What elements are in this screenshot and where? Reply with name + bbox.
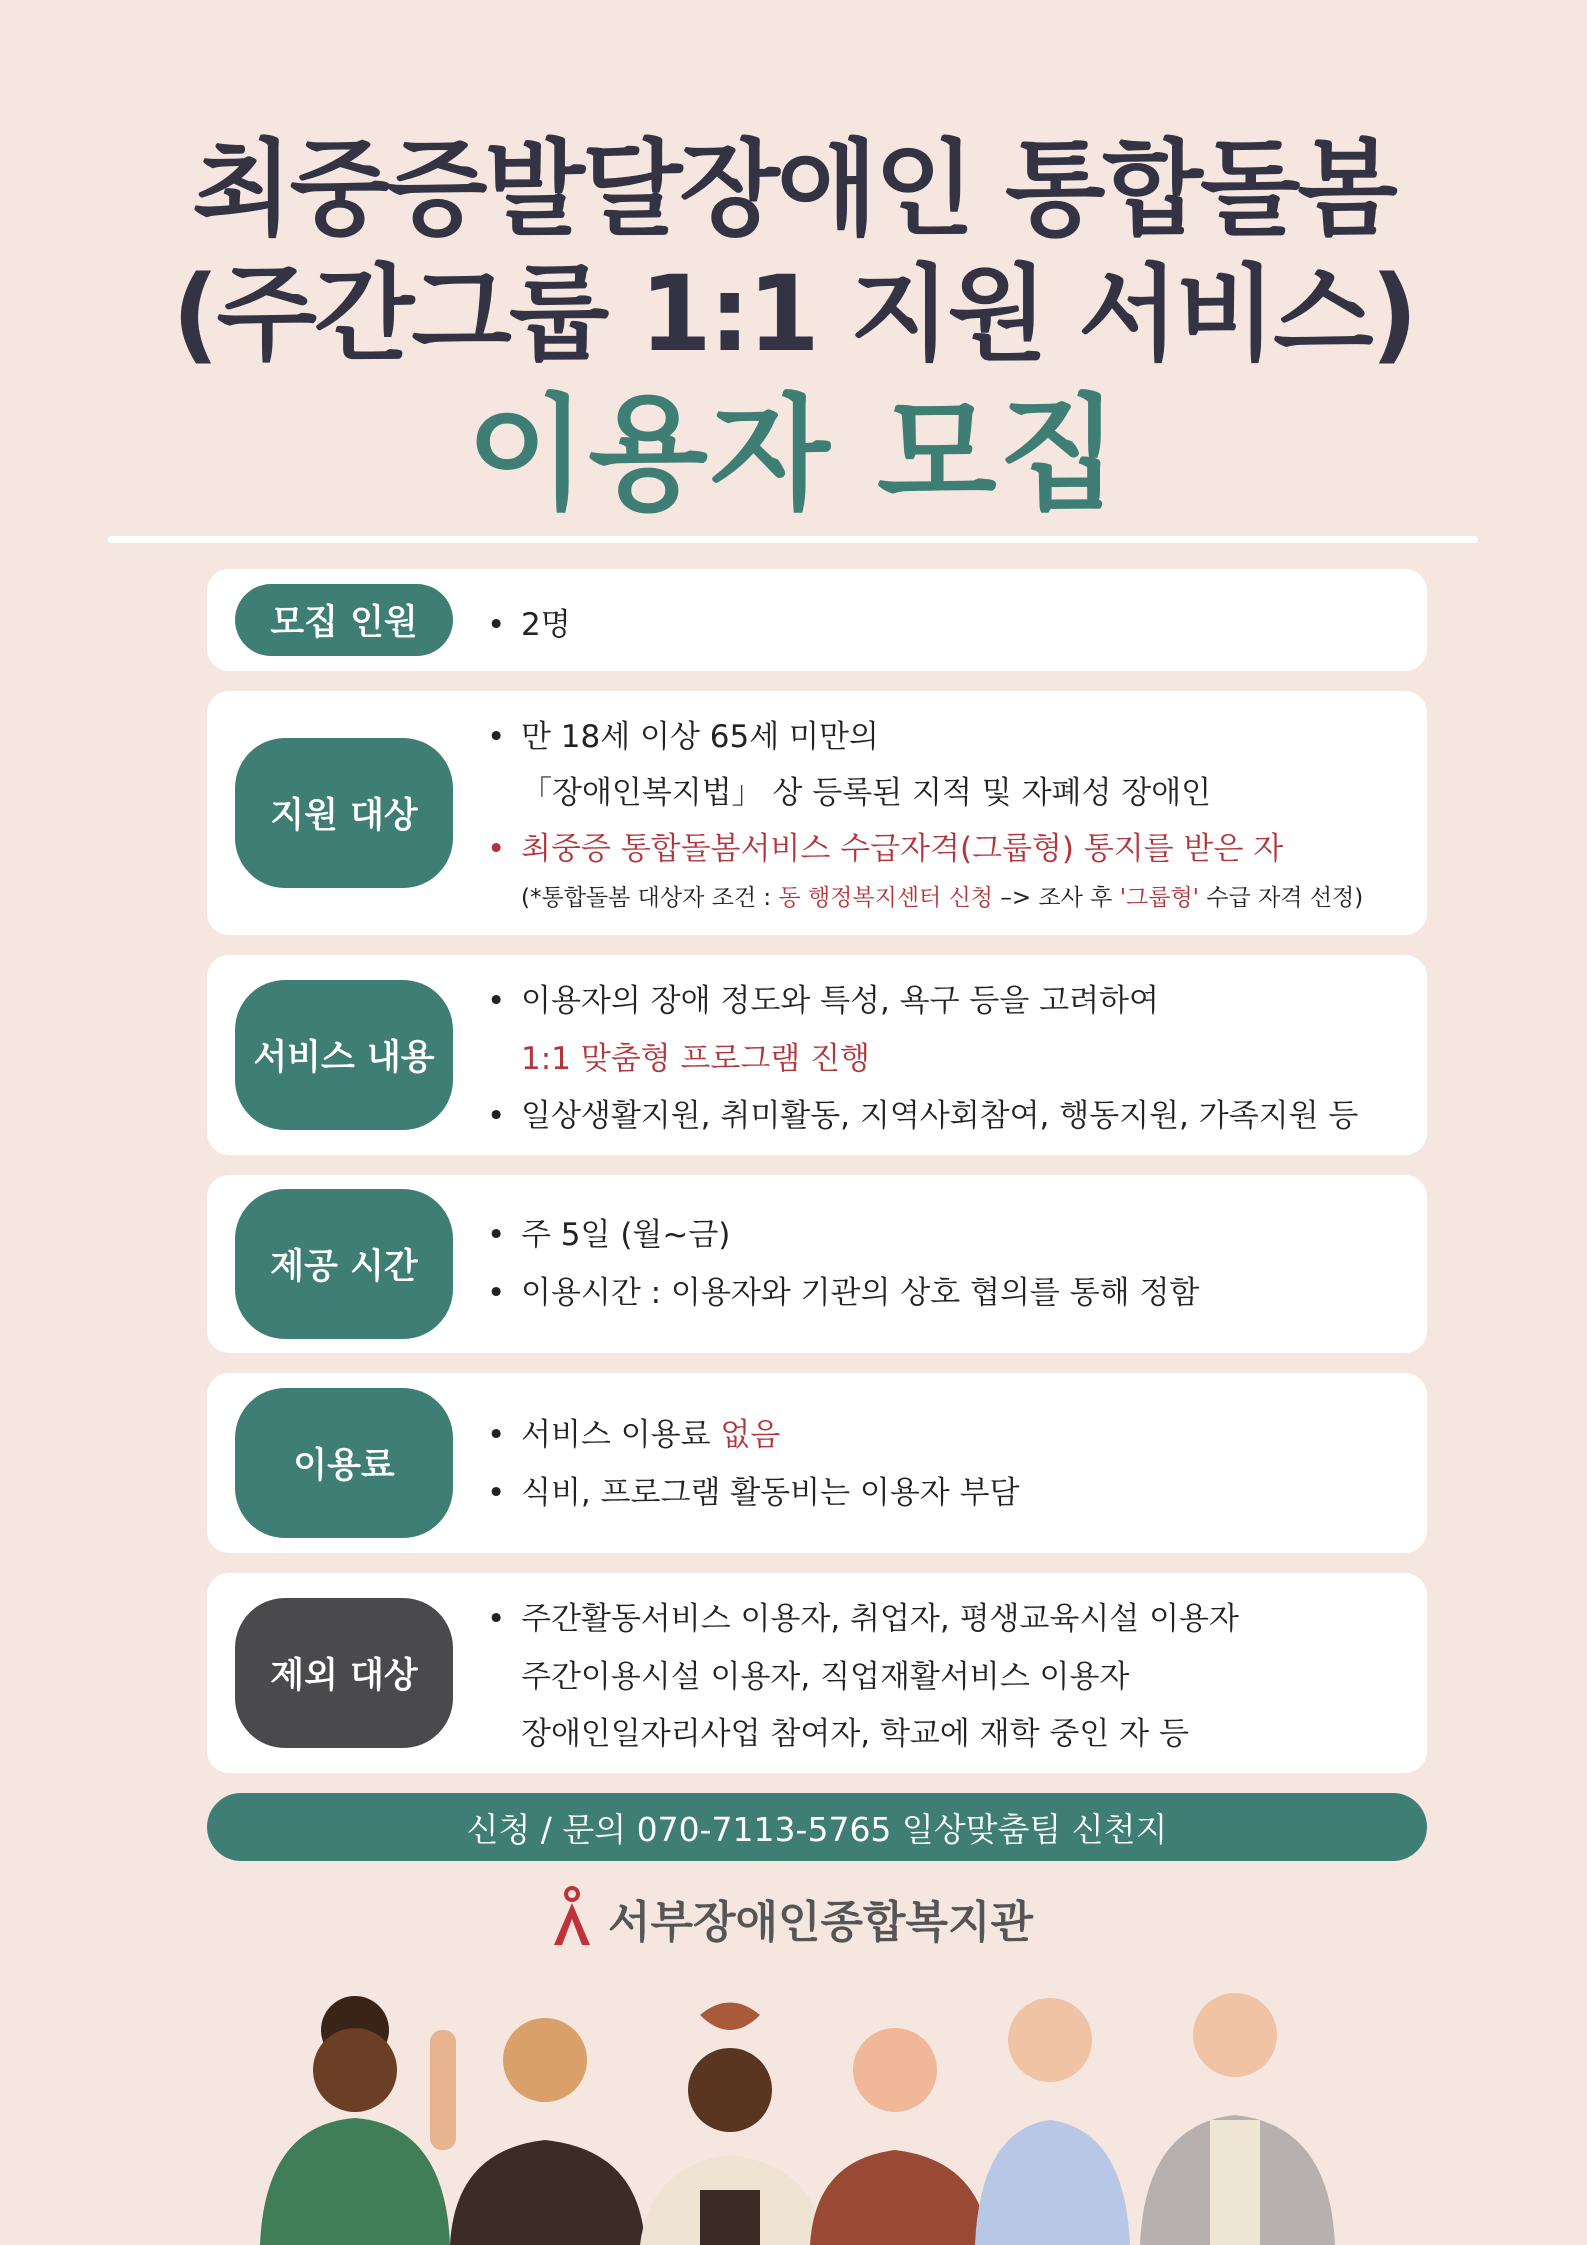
org-logo-icon xyxy=(550,1885,594,1951)
title-line-2: (주간그룹 1:1 지원 서비스) xyxy=(171,253,1416,375)
eligibility-line-1: • 만 18세 이상 65세 미만의 xyxy=(487,719,879,755)
exclusion-line-3: 장애인일자리사업 참여자, 학교에 재학 중인 자 등 xyxy=(521,1716,1189,1752)
title-line-1: 최중증발달장애인 통합돌봄 xyxy=(192,128,1395,250)
title-divider xyxy=(108,536,1478,543)
hours-line-2: • 이용시간 : 이용자와 기관의 상호 협의를 통해 정함 xyxy=(487,1275,1200,1311)
fee-line-2: • 식비, 프로그램 활동비는 이용자 부담 xyxy=(487,1475,1020,1511)
fee-line-1: • 서비스 이용료 없음 xyxy=(487,1417,781,1453)
card-fee xyxy=(207,1373,1427,1553)
person-figure xyxy=(260,1996,450,2245)
label-eligibility: 지원 대상 xyxy=(235,738,453,888)
hours-line-1: • 주 5일 (월~금) xyxy=(487,1217,731,1253)
label-recruit-count: 모집 인원 xyxy=(235,584,453,656)
person-figure xyxy=(1140,1993,1335,2245)
recruit-count-line: • 2명 xyxy=(487,607,571,643)
eligibility-line-3: • 최중증 통합돌봄서비스 수급자격(그룹형) 통지를 받은 자 xyxy=(487,831,1284,867)
label-service-content: 서비스 내용 xyxy=(235,980,453,1130)
card-service-hours xyxy=(207,1175,1427,1353)
label-fee: 이용료 xyxy=(235,1388,453,1538)
person-figure xyxy=(430,2018,645,2245)
people-illustration xyxy=(0,1960,1587,2245)
card-service-content xyxy=(207,955,1427,1155)
exclusion-line-2: 주간이용시설 이용자, 직업재활서비스 이용자 xyxy=(521,1659,1130,1695)
person-figure xyxy=(640,2003,825,2245)
card-eligibility xyxy=(207,691,1427,935)
eligibility-line-2: 「장애인복지법」 상 등록된 지적 및 자폐성 장애인 xyxy=(521,775,1212,811)
contact-bar: 신청 / 문의 070-7113-5765 일상맞춤팀 신천지 xyxy=(207,1793,1427,1861)
eligibility-note: (*통합돌봄 대상자 조건 : 동 행정복지센터 신청 –> 조사 후 '그룹형' 수급 자격 선정) xyxy=(521,885,1364,911)
service-line-1: • 이용자의 장애 정도와 특성, 욕구 등을 고려하여 xyxy=(487,983,1159,1019)
title-recruit: 이용자 모집 xyxy=(466,383,1121,527)
label-service-hours: 제공 시간 xyxy=(235,1189,453,1339)
service-line-3: • 일상생활지원, 취미활동, 지역사회참여, 행동지원, 가족지원 등 xyxy=(487,1098,1359,1134)
card-recruit-count xyxy=(207,569,1427,671)
label-exclusions: 제외 대상 xyxy=(235,1598,453,1748)
person-figure xyxy=(975,1998,1130,2245)
service-line-2: 1:1 맞춤형 프로그램 진행 xyxy=(521,1041,870,1077)
org-logo xyxy=(550,1878,1033,1958)
person-figure xyxy=(810,2028,990,2245)
exclusion-line-1: • 주간활동서비스 이용자, 취업자, 평생교육시설 이용자 xyxy=(487,1601,1239,1637)
card-exclusions xyxy=(207,1573,1427,1773)
org-name: 서부장애인종합복지관 xyxy=(608,1897,1034,1948)
